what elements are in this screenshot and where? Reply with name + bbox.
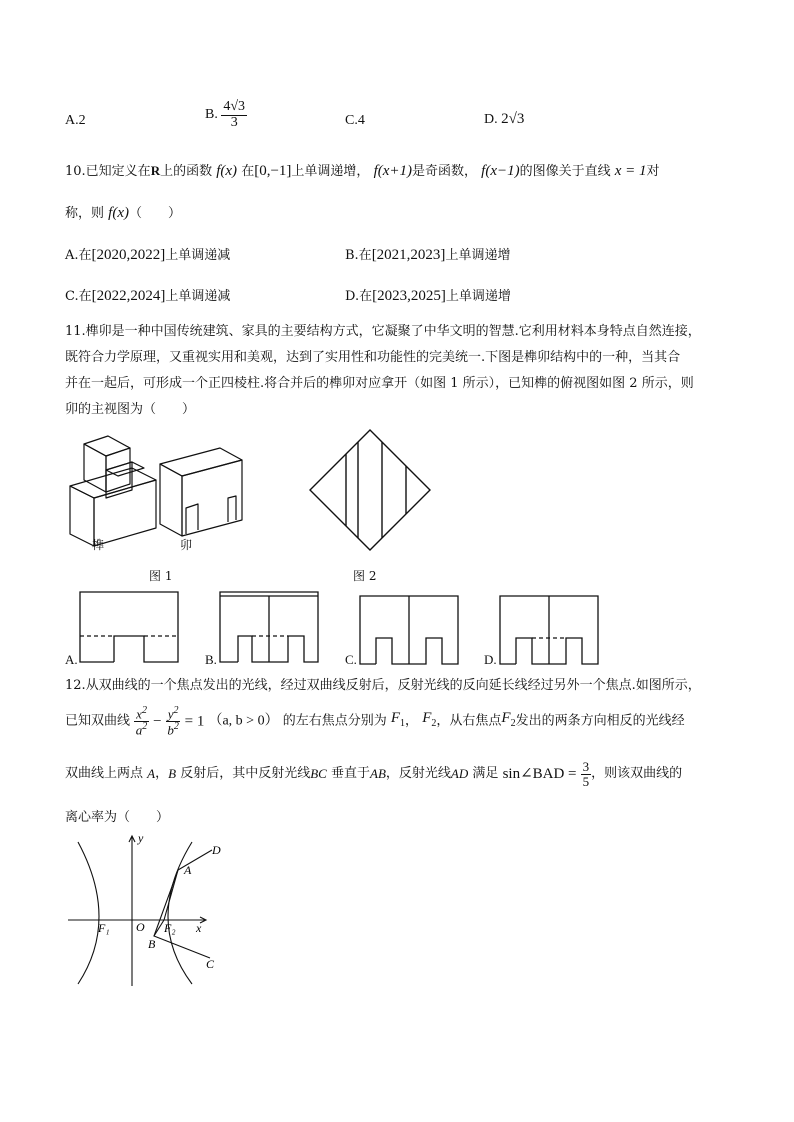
q12-sin: sin∠BAD =: [502, 766, 577, 783]
q11-stem-line4: 卯的主视图为（ ）: [65, 402, 196, 417]
q10-option-a-interval: [2020,2022]: [91, 247, 166, 263]
q12-sin-fraction: $\frac{3}{5}$: [582, 759, 590, 789]
q9-option-d[interactable]: [484, 111, 524, 128]
q12-figure-label-C: C: [206, 957, 215, 971]
q10-text: 是奇函数，: [412, 164, 478, 179]
q10-option-c[interactable]: [65, 285, 230, 305]
q12-point-B: B: [168, 766, 177, 782]
q11-label-tenon: 榫: [92, 538, 105, 552]
q11-option-d-figure: [500, 596, 600, 666]
q10-option-d-tail: 上单调递增: [445, 289, 511, 304]
q10-option-c-tail: 上单调递减: [165, 289, 231, 304]
q10-option-b-tail: 上单调递增: [445, 248, 511, 263]
q9-option-b-numerator: 4√3: [223, 99, 246, 114]
q12-stem-line4: 离心率为（ ）: [65, 810, 170, 825]
q12-F2: $F_2$: [501, 710, 516, 730]
q11-option-b[interactable]: B.: [205, 652, 217, 667]
q10-fx: f(x): [216, 163, 238, 179]
q12-figure-label-A: A: [184, 863, 192, 877]
q12-stem-line1: 12.从双曲线的一个焦点发出的光线，经过双曲线反射后，反射光线的反向延长线经过另外一个焦点.如图所示，: [65, 678, 701, 693]
q12-fraction-x: $\frac{x^2}{a^2}$: [135, 705, 148, 738]
q10-text: 的图像关于直线: [519, 164, 611, 179]
q12-text: 发出的两条方向相反的光线经: [515, 713, 685, 729]
q10-option-b[interactable]: [345, 244, 510, 264]
q12-minus: −: [153, 713, 162, 730]
q10-answer-blank: （ ）: [128, 206, 181, 221]
q12-text: 双曲线上两点: [65, 766, 144, 782]
q10-stem-line2: [65, 202, 181, 222]
q12-eq-rhs: = 1: [184, 713, 205, 730]
q12-text: 垂直于: [331, 766, 371, 782]
q12-F1: $F_1$: [390, 710, 406, 730]
q12-condition: （a, b > 0）: [208, 713, 279, 729]
q12-figure-label-x: x: [196, 921, 202, 935]
q12-figure-label-D: D: [212, 843, 221, 857]
q10-option-a-label: A.在: [65, 248, 92, 263]
q11-figure-1-caption: 图 1: [149, 569, 173, 583]
q11-figure-2-caption: 图 2: [353, 569, 377, 583]
q10-text: 对: [646, 164, 660, 179]
q12-point-A: A: [147, 766, 156, 782]
q10-interval: [0,−1]: [254, 163, 292, 179]
q12-stem-line3: 双曲线上两点 A，B 反射后，其中反射光线BC 垂直于AB，反射光线AD 满足 sin∠BAD = $\frac{3}{5}$ ，则该双曲线的: [65, 759, 683, 789]
q12-figure-label-O: O: [136, 920, 145, 934]
q11-stem-line1: 11.榫卯是一种中国传统建筑、家具的主要结构方式，它凝聚了中华文明的智慧.它利用材料本身特点自然连接，: [65, 324, 701, 339]
q12-figure-label-F1: F₁: [98, 921, 110, 935]
q11-stem-line2: 既符合力学原理，又重视实用和美观，达到了实用性和功能性的完美统一.下图是榫卯结构中的一种，当其合: [65, 350, 681, 365]
q10-text: 上单调递增，: [291, 164, 370, 179]
q10-text: 10.已知定义在: [65, 164, 151, 179]
q11-label-mortise: 卯: [180, 538, 193, 552]
q12-figure-label-F2: F₂: [164, 921, 176, 935]
q12-text: ，则该双曲线的: [591, 766, 683, 782]
q11-stem-line3: 并在一起后，可形成一个正四棱柱.将合并后的榫卯对应拿开（如图 1 所示），已知榫的俯视图如图 2 所示，则: [65, 376, 694, 391]
q10-option-c-label: C.在: [65, 289, 92, 304]
q11-option-c-figure: [360, 596, 460, 666]
q9-option-b-denominator: 3: [230, 114, 238, 130]
q10-fx-plus-1: f(x+1): [373, 163, 413, 179]
q12-F2: $F_2$: [422, 710, 437, 730]
q11-option-c[interactable]: C.: [345, 652, 357, 667]
q11-option-a[interactable]: A.: [65, 652, 78, 667]
q12-text: 反射后，其中反射光线: [180, 766, 311, 782]
q10-option-d-interval: [2023,2025]: [372, 288, 446, 304]
q12-text: 满足: [472, 766, 499, 782]
q11-option-b-figure: [220, 592, 320, 664]
q9-option-d-value: 2√3: [501, 111, 525, 127]
q10-option-b-interval: [2021,2023]: [371, 247, 446, 263]
q12-text: 的左右焦点分别为: [282, 713, 387, 729]
q9-option-a[interactable]: A.2: [65, 113, 86, 128]
q10-text: 在: [241, 164, 255, 179]
q9-option-b-prefix: B.: [205, 107, 218, 123]
q10-stem-line1: [65, 160, 660, 180]
q10-fx: f(x): [108, 205, 129, 221]
q10-line-eq: x = 1: [614, 163, 647, 179]
q12-text: 已知双曲线: [65, 713, 131, 729]
q12-figure-label-y: y: [138, 831, 144, 845]
q9-option-b-fraction: [221, 100, 247, 130]
q12-BC: BC: [310, 766, 327, 782]
q12-stem-line2: 已知双曲线 $\frac{x^2}{a^2}$ − $\frac{y^2}{b^2}$ = 1 （a, b > 0） 的左右焦点分别为 $F_1$， $F_2$，从右焦点$F_2$发出的两条方向相反的光线经: [65, 705, 685, 738]
q10-option-d-label: D.在: [345, 289, 373, 304]
q11-option-a-figure: [80, 592, 180, 664]
q9-option-b[interactable]: [205, 100, 247, 130]
q10-option-a[interactable]: [65, 244, 230, 264]
q10-R: R: [150, 163, 161, 178]
q10-option-b-label: B.在: [345, 248, 372, 263]
q12-AD: AD: [450, 766, 469, 782]
q10-option-d[interactable]: [345, 285, 511, 305]
q9-option-d-prefix: D.: [484, 112, 498, 127]
q11-option-d[interactable]: D.: [484, 652, 497, 667]
q12-fraction-y: $\frac{y^2}{b^2}$: [167, 705, 179, 738]
q12-text: ，从右焦点: [436, 713, 502, 729]
q9-option-c[interactable]: C.4: [345, 113, 365, 128]
q12-text: ，反射光线: [385, 766, 451, 782]
q10-fx-minus-1: f(x−1): [481, 163, 520, 179]
q12-figure-hyperbola: [66, 832, 236, 992]
q10-option-a-tail: 上单调递减: [165, 248, 231, 263]
q10-text: 称，则: [65, 206, 105, 221]
q12-AB: AB: [370, 766, 386, 782]
q10-option-c-interval: [2022,2024]: [91, 288, 166, 304]
q10-text: 上的函数: [160, 164, 213, 179]
q12-figure-label-B: B: [148, 937, 156, 951]
q11-figure-2: [308, 428, 432, 552]
